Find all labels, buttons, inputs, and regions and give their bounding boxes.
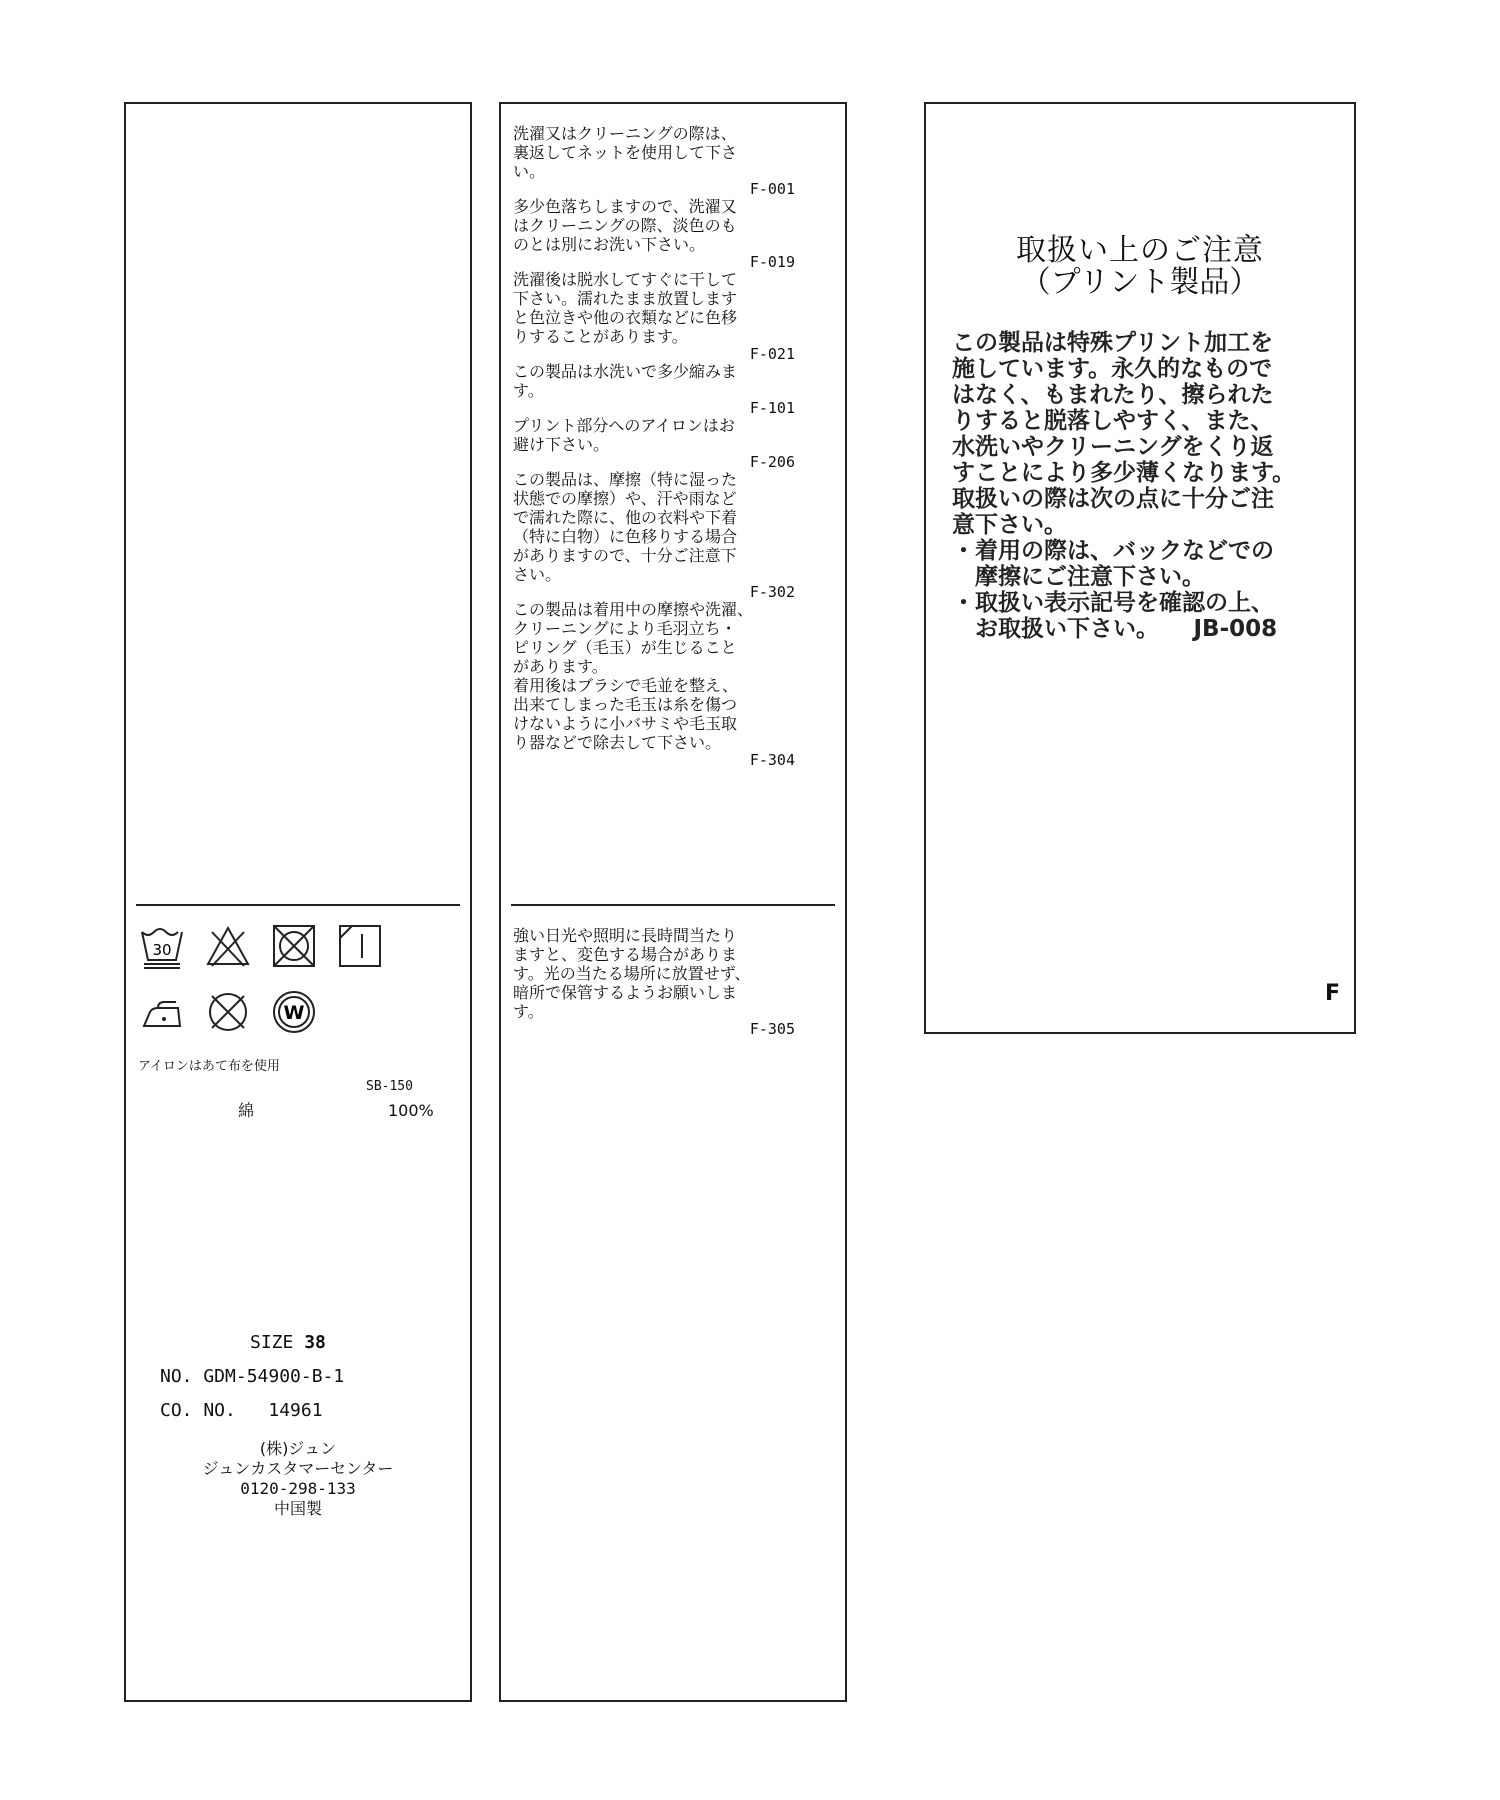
size-value: 38 [304, 1332, 326, 1353]
wet-clean-icon [270, 988, 318, 1036]
no-dryclean-icon [204, 988, 252, 1036]
caution-subtitle: （プリント製品） [1020, 265, 1260, 300]
iron-note: アイロンはあて布を使用 [138, 1059, 280, 1074]
country-of-origin: 中国製 [273, 1499, 322, 1518]
print-caution-label [924, 102, 1356, 1034]
size-letter: F [1324, 981, 1340, 1006]
size-line [250, 1332, 326, 1354]
material-name: 綿 [238, 1101, 255, 1120]
no-bleach-icon [204, 922, 252, 970]
care-symbols [138, 922, 438, 1054]
care-note-code: F-302 [749, 583, 795, 601]
care-note [513, 270, 795, 362]
care-note [513, 416, 795, 470]
caution-body: この製品は特殊プリント加工を 施しています。永久的なもので はなく、もまれたり、擦られた りすると脱落しやすく、また、 水洗いやクリーニングをくり返 すことにより多少薄くなります。 取扱いの際は次の点に十分ご注 意下さい。 ・着用の際は、バックなどでの 摩擦にご注意下さい。 ・取扱い表示記号を確認の上、 お取扱い下さい。 JB-008 [952, 330, 1296, 642]
label-divider [511, 904, 835, 906]
care-note [513, 197, 795, 270]
phone-number: 0120-298-133 [240, 1479, 356, 1498]
company-info [126, 1439, 470, 1519]
no-tumble-dry-icon [270, 922, 318, 970]
dry-drip-hang-icon [336, 922, 384, 970]
care-note-text: 洗濯又はクリーニングの際は、 裏返してネットを使用して下さ い。 [513, 124, 738, 181]
material-percent: 100% [388, 1101, 434, 1120]
care-note [513, 124, 795, 197]
care-note-code: F-206 [749, 453, 795, 471]
care-note [513, 362, 795, 416]
wet-clean-text: W [283, 1002, 305, 1024]
style-number: NO. GDM-54900-B-1 [160, 1366, 345, 1387]
iron-low-icon [138, 988, 186, 1036]
customer-center: ジュンカスタマーセンター [202, 1459, 394, 1478]
caution-title: 取扱い上のご注意 [1016, 233, 1264, 268]
wash-30-icon [138, 922, 186, 970]
care-note [513, 470, 795, 600]
care-note-code: F-001 [749, 180, 795, 198]
care-note-text: この製品は、摩擦（特に湿った 状態での摩擦）や、汗や雨など で濡れた際に、他の衣料や下着 （特に白物）に色移りする場合 がありますので、十分ご注意下 さい。 [513, 470, 738, 584]
care-note-text: 洗濯後は脱水してすぐに干して 下さい。濡れたまま放置します と色泣きや他の衣類などに色移 りすることがあります。 [513, 270, 738, 346]
co-number-value: 14961 [268, 1400, 323, 1421]
storage-note-text: 強い日光や照明に長時間当たり ますと、変色する場合がありま す。光の当たる場所に放置せず、 暗所で保管するようお願いしま す。 [513, 926, 751, 1021]
wash-temp-text: 30 [152, 941, 172, 959]
care-note-code: F-304 [749, 751, 795, 769]
storage-note [513, 926, 795, 1037]
label-divider [136, 904, 460, 906]
size-label: SIZE [250, 1332, 294, 1353]
care-note-text: プリント部分へのアイロンはお 避け下さい。 [513, 416, 735, 454]
care-note-code: F-019 [749, 253, 795, 271]
storage-note-code: F-305 [749, 1020, 795, 1038]
care-note-code: F-021 [749, 345, 795, 363]
company-name: (株)ジュン [259, 1439, 337, 1458]
care-notes [513, 124, 795, 768]
care-note-text: この製品は着用中の摩擦や洗濯、 クリーニングにより毛羽立ち・ ピリング（毛玉）が生じること があります。 着用後はブラシで毛並を整え、 出来てしまった毛玉は糸を傷つ けないように小バサミや毛玉取 り器などで除去して下さい。 [513, 600, 754, 752]
co-number-label: CO. NO. [160, 1400, 236, 1421]
co-number-line [160, 1400, 323, 1422]
care-note [513, 600, 795, 768]
sb-code: SB-150 [366, 1079, 413, 1094]
care-label-left [124, 102, 472, 1702]
care-note-text: この製品は水洗いで多少縮みま す。 [513, 362, 738, 400]
care-label-middle [499, 102, 847, 1702]
care-note-text: 多少色落ちしますので、洗濯又 はクリーニングの際、淡色のも のとは別にお洗い下さい。 [513, 197, 737, 254]
care-note-code: F-101 [749, 399, 795, 417]
